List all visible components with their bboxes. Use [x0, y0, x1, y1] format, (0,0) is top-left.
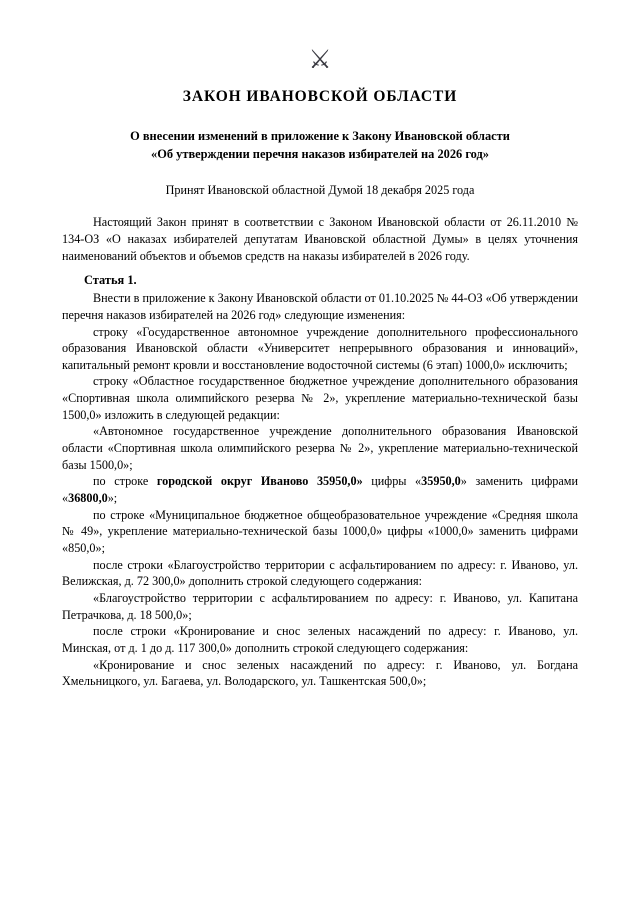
document-subtitle	[62, 128, 578, 163]
city-district-after: » заменить цифрами «	[62, 474, 578, 506]
city-district-bold-1: городской округ Иваново 35950,0»	[156, 474, 363, 489]
city-district-bold-3: 36800,0	[68, 491, 108, 506]
amendment-paragraph-petrachkova: «Благоустройство территории с асфальтированием по адресу: г. Иваново, ул. Капитана Петрачкова, д. 18 500,0»;	[62, 591, 578, 622]
amendment-paragraph-city-district	[62, 473, 578, 506]
amendment-paragraph-khmelnitskogo: «Кронирование и снос зеленых насаждений по адресу: г. Иваново, ул. Богдана Хмельницкого, ул. Багаева, ул. Володарского, ул. Ташкентская 500,0»;	[62, 657, 578, 689]
city-district-bold-2: 35950,0	[421, 474, 461, 489]
city-district-middle: цифры «	[362, 474, 422, 489]
amendment-paragraph-sport-school-new: «Автономное государственное учреждение дополнительного образования Ивановской области «Спортивная школа олимпийского резерва № 2», укрепление материально-технической базы 1500,0»;	[62, 424, 578, 472]
adoption-statement: Принят Ивановской областной Думой 18 декабря 2025 года	[165, 183, 475, 198]
amendment-paragraph-velizhskaya: после строки «Благоустройство территории с асфальтированием по адресу: г. Иваново, ул. Велижская, д. 72 300,0» дополнить строкой следующего содержания:	[62, 557, 578, 589]
page-title: ЗАКОН ИВАНОВСКОЙ ОБЛАСТИ	[182, 88, 458, 105]
amendment-intro-paragraph: Внести в приложение к Закону Ивановской области от 01.10.2025 № 44-ОЗ «Об утверждении перечня наказов избирателей на 2026 год» следующие изменения:	[62, 291, 578, 322]
document-subtitle-line-2: «Об утверждении перечня наказов избирателей на 2026 год»	[151, 146, 489, 161]
amendment-paragraph-minskaya: после строки «Кронирование и снос зеленых насаждений по адресу: г. Иваново, ул. Минская, от д. 1 до д. 117 300,0» дополнить строкой следующего содержания:	[62, 624, 578, 655]
coat-of-arms-icon: ⚔	[308, 45, 332, 74]
article-1-heading: Статья 1.	[84, 273, 137, 288]
document-subtitle-line-1: О внесении изменений в приложение к Закону Ивановской области	[130, 129, 510, 143]
amendment-paragraph-sport-school-old: строку «Областное государственное бюджетное учреждение дополнительного образования «Спортивная школа олимпийского резерва № 2», укрепление материально-технической базы 1500,0» изложить в следующей редакции:	[62, 374, 578, 422]
amendment-paragraph-school-49: по строке «Муниципальное бюджетное общеобразовательное учреждение «Средняя школа № 49», укрепление материально-технической базы 1000,0» цифры «1000,0» заменить цифрами «850,0»;	[62, 507, 578, 556]
city-district-end: »;	[107, 491, 118, 506]
amendment-paragraph-university: строку «Государственное автономное учреждение дополнительного профессионального образования Ивановской области «Университет непрерывного образования и инноваций», капитальный ремонт кровли и восстановление водосточной системы (6 этап) 1000,0» исключить;	[62, 324, 578, 372]
city-district-prefix: по строке	[93, 474, 157, 489]
emblem-container	[62, 44, 578, 78]
preamble-paragraph: Настоящий Закон принят в соответствии с Законом Ивановской области от 26.11.2010 № 134-ОЗ «О наказах избирателей депутатам Ивановской областной Думы» в целях уточнения наименований объектов и объемов средств на наказы избирателей в 2026 году.	[62, 215, 578, 263]
